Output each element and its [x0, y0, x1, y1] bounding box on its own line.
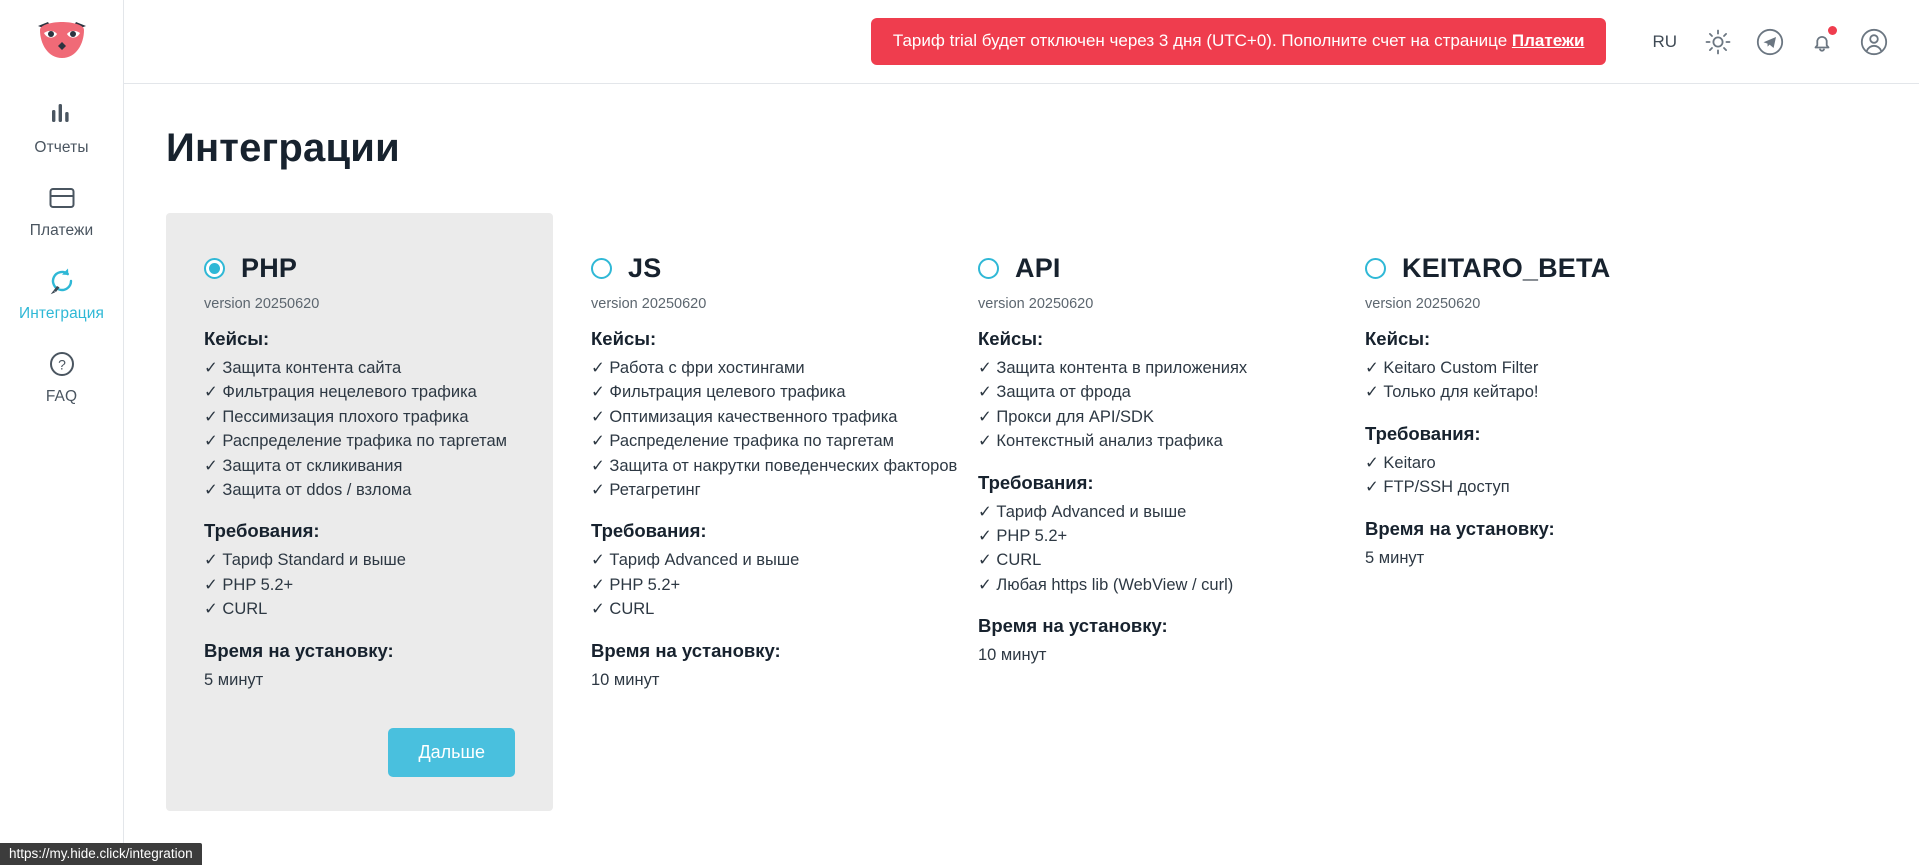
card-version: version 20250620 [978, 296, 1094, 312]
list-item: ✓ Защита от скликивания [204, 456, 403, 475]
next-button[interactable]: Дальше [388, 728, 515, 777]
radio-js[interactable] [591, 258, 612, 279]
list-item: ✓ PHP 5.2+ [591, 575, 681, 594]
refresh-icon [45, 264, 79, 298]
card-title: JS [628, 253, 662, 283]
sidebar-item-integration[interactable] [0, 250, 123, 333]
requirements-list [1365, 451, 1676, 500]
list-item: ✓ Работа с фри хостингами [591, 359, 805, 377]
language-switcher[interactable]: RU [1652, 31, 1677, 51]
topbar [124, 0, 1919, 84]
card-title: API [1015, 253, 1061, 283]
requirements-label: Требования: [1365, 422, 1481, 444]
raccoon-logo-icon [34, 20, 90, 64]
sidebar-item-faq[interactable] [0, 333, 123, 416]
requirements-label: Требования: [978, 471, 1094, 493]
notification-badge [1828, 26, 1837, 35]
page-content [124, 84, 1919, 811]
install-time-label: Время на установку: [591, 639, 781, 661]
telegram-icon[interactable] [1753, 25, 1787, 59]
sidebar [0, 0, 124, 865]
install-time-label: Время на установку: [978, 615, 1168, 637]
card-header [204, 253, 515, 284]
integration-cards [166, 213, 1919, 811]
install-time-value: 5 минут [1365, 548, 1425, 567]
cases-label: Кейсы: [978, 328, 1044, 349]
cases-list [204, 356, 515, 502]
payments-link[interactable]: Платежи [1511, 31, 1585, 51]
cases-label: Кейсы: [591, 328, 657, 349]
list-item: ✓ Пессимизация плохого трафика [204, 407, 469, 426]
requirements-list [204, 548, 515, 621]
cases-list [978, 356, 1289, 454]
requirements-list [978, 500, 1289, 598]
list-item: ✓ Распределение трафика по таргетам [204, 432, 508, 451]
sidebar-item-label: Платежи [29, 222, 94, 239]
bar-chart-icon [45, 98, 79, 132]
integration-card-keitaro-beta[interactable] [1327, 213, 1714, 600]
app-logo[interactable] [0, 0, 123, 84]
radio-php[interactable] [204, 258, 225, 279]
list-item: ✓ Тариф Standard и выше [204, 551, 406, 570]
integration-card-api[interactable] [940, 213, 1327, 698]
requirements-label: Требования: [591, 520, 707, 542]
list-item: ✓ Защита от ddos / взлома [204, 481, 412, 500]
cases-label: Кейсы: [204, 328, 270, 349]
list-item: ✓ Оптимизация качественного трафика [591, 407, 898, 426]
sidebar-item-label: FAQ [45, 388, 78, 405]
radio-api[interactable] [978, 258, 999, 279]
integration-card-php[interactable] [166, 213, 553, 811]
sidebar-item-label: Отчеты [34, 139, 89, 156]
trial-alert-text: Тариф trial будет отключен через 3 дня (UTC+0). Пополните счет на странице [892, 31, 1512, 51]
install-time-value: 10 минут [591, 670, 660, 689]
requirements-label: Требования: [204, 520, 320, 542]
page-title: Интеграции [166, 126, 400, 170]
list-item: ✓ Любая https lib (WebView / curl) [978, 575, 1234, 594]
list-item: ✓ PHP 5.2+ [978, 527, 1068, 546]
sidebar-item-label: Интеграция [18, 305, 105, 322]
list-item: ✓ Контекстный анализ трафика [978, 432, 1223, 451]
list-item: ✓ PHP 5.2+ [204, 575, 294, 594]
list-item: ✓ CURL [204, 600, 268, 619]
install-time-value: 10 минут [978, 646, 1047, 665]
list-item: ✓ Защита от накрутки поведенческих факторов [591, 456, 958, 475]
list-item: ✓ Только для кейтаро! [1365, 383, 1539, 402]
list-item: ✓ Ретагретинг [591, 481, 701, 500]
bell-icon[interactable] [1805, 25, 1839, 59]
cases-list [591, 356, 958, 502]
trial-alert-banner [871, 18, 1607, 64]
list-item: ✓ Защита от фрода [978, 383, 1131, 402]
list-item: ✓ Тариф Advanced и выше [591, 551, 800, 570]
card-header [591, 253, 902, 284]
list-item: ✓ CURL [591, 600, 655, 619]
requirements-list [591, 548, 902, 621]
list-item: ✓ Тариф Advanced и выше [978, 502, 1187, 521]
list-item: ✓ Фильтрация целевого трафика [591, 383, 846, 402]
sidebar-item-reports[interactable] [0, 84, 123, 167]
list-item: ✓ Распределение трафика по таргетам [591, 432, 895, 451]
list-item: ✓ Защита контента сайта [204, 359, 402, 377]
integration-card-js[interactable] [553, 213, 958, 722]
svg-text:?: ? [57, 356, 66, 373]
install-time-label: Время на установку: [1365, 517, 1555, 539]
sidebar-item-payments[interactable] [0, 167, 123, 250]
radio-keitaro-beta[interactable] [1365, 258, 1386, 279]
card-header [978, 253, 1289, 284]
status-bar-url: https://my.hide.click/integration [0, 843, 202, 865]
main-area [124, 0, 1919, 865]
install-time-value: 5 минут [204, 670, 264, 689]
card-icon [45, 181, 79, 215]
install-time-label: Время на установку: [204, 639, 394, 661]
card-version: version 20250620 [204, 296, 320, 312]
cases-list [1365, 356, 1676, 405]
card-version: version 20250620 [591, 296, 707, 312]
list-item: ✓ CURL [978, 551, 1042, 570]
card-title: PHP [241, 253, 298, 283]
card-title: KEITARO_BETA [1402, 253, 1611, 283]
sun-icon[interactable] [1701, 25, 1735, 59]
list-item: ✓ Фильтрация нецелевого трафика [204, 383, 477, 402]
question-circle-icon [45, 347, 79, 381]
account-icon[interactable] [1857, 25, 1891, 59]
list-item: ✓ Прокси для API/SDK [978, 407, 1154, 426]
card-version: version 20250620 [1365, 296, 1481, 312]
list-item: ✓ Keitaro [1365, 453, 1436, 472]
list-item: ✓ Keitaro Custom Filter [1365, 359, 1539, 377]
list-item: ✓ Защита контента в приложениях [978, 359, 1248, 377]
card-header [1365, 253, 1676, 284]
cases-label: Кейсы: [1365, 328, 1431, 349]
list-item: ✓ FTP/SSH доступ [1365, 478, 1510, 497]
